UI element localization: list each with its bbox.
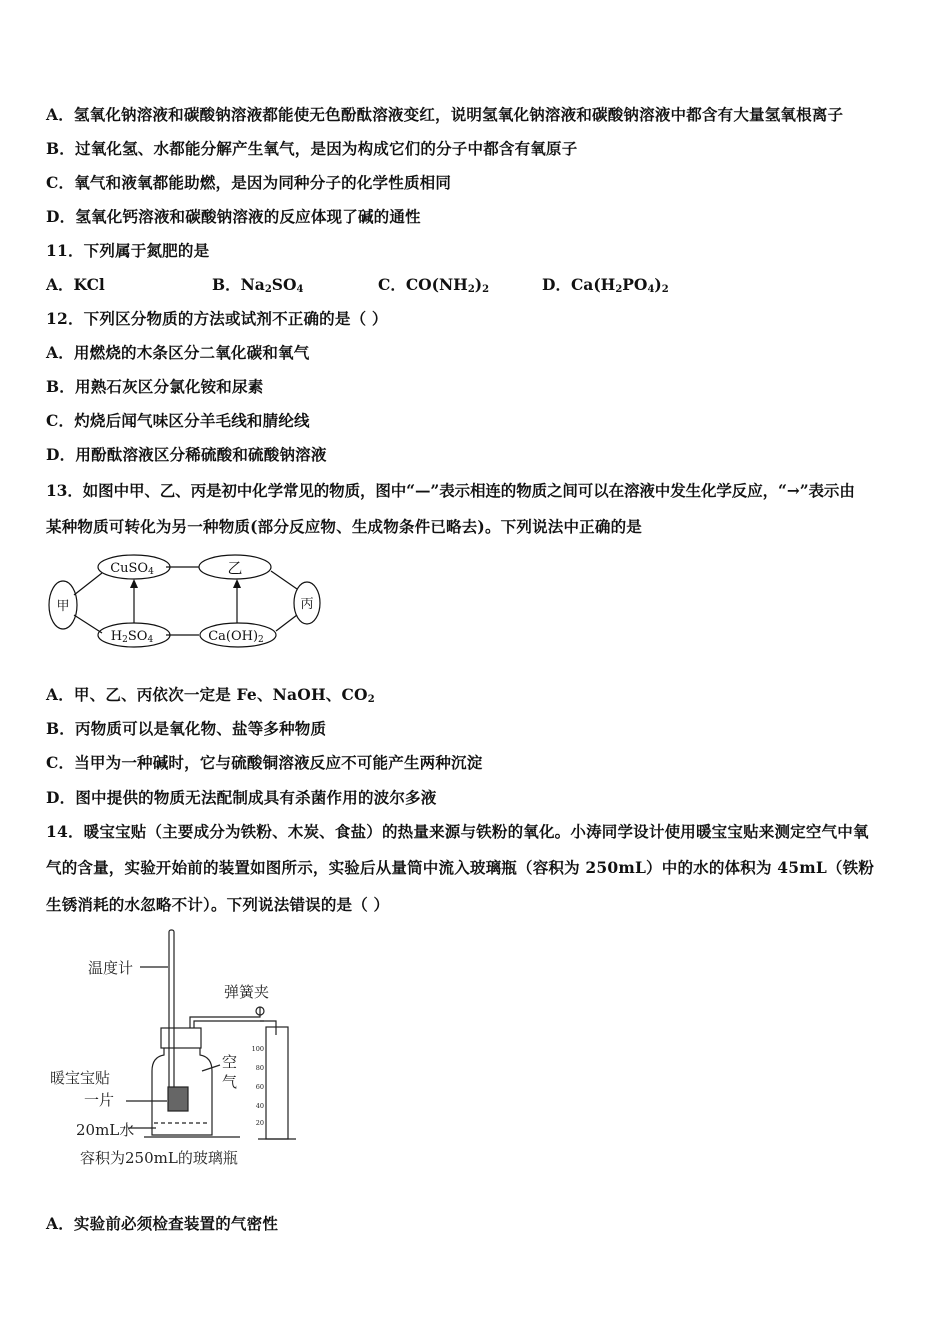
line-jia-cuso4 [74, 573, 102, 595]
scale-80: 80 [255, 1064, 264, 1072]
label-thermometer: 温度计 [88, 959, 134, 977]
line-jia-h2so4 [74, 615, 102, 633]
q13-option-b: B．丙物质可以是氧化物、盐等多种物质 [46, 719, 327, 738]
label-air-2: 气 [222, 1073, 238, 1091]
tube-down [260, 1021, 276, 1035]
label-water: 20mL水 [76, 1121, 135, 1139]
q12-option-c: C．灼烧后闻气味区分羊毛线和腈纶线 [46, 411, 310, 430]
q13-option-c: C．当甲为一种碱时，它与硫酸铜溶液反应不可能产生两种沉淀 [46, 753, 483, 772]
label-h2so4: H2SO4 [110, 629, 154, 645]
q12-option-b: B．用熟石灰区分氯化铵和尿素 [46, 377, 264, 396]
q13-option-d: D．图中提供的物质无法配制成具有杀菌作用的波尔多液 [46, 788, 437, 807]
measuring-cylinder [266, 1027, 288, 1139]
label-clamp: 弹簧夹 [224, 983, 270, 1001]
scale-20: 20 [255, 1119, 264, 1127]
label-air-1: 空 [222, 1053, 238, 1071]
q12-stem: 12．下列区分物质的方法或试剂不正确的是（ ） [46, 309, 388, 328]
q10-option-d: D．氢氧化钙溶液和碳酸钠溶液的反应体现了碱的通性 [46, 207, 421, 226]
label-yi: 乙 [227, 559, 243, 577]
scale-60: 60 [255, 1083, 264, 1091]
label-jia: 甲 [56, 599, 70, 614]
q11-option-a: A．KCl [46, 275, 105, 294]
label-bottle: 容积为250mL的玻璃瓶 [80, 1149, 238, 1167]
q14-stem-line3: 生锈消耗的水忽略不计）。下列说法错误的是（ ） [46, 895, 390, 914]
arrowhead-yi [233, 579, 241, 588]
q10-option-b: B．过氧化氢、水都能分解产生氧气，是因为构成它们的分子中都含有氧原子 [46, 139, 578, 158]
q11-options [46, 273, 746, 293]
q13-stem-line1: 13．如图中甲、乙、丙是初中化学常见的物质，图中“—”表示相连的物质之间可以在溶液中发生化学反应，“→”表示由 [46, 481, 855, 500]
q13-stem-line2: 某种物质可转化为另一种物质(部分反应物、生成物条件已略去)。下列说法中正确的是 [46, 517, 642, 536]
q12-option-a: A．用燃烧的木条区分二氧化碳和氧气 [46, 343, 310, 362]
q14-apparatus-diagram [44, 925, 314, 1170]
q10-option-a: A．氢氧化钠溶液和碳酸钠溶液都能使无色酚酞溶液变红，说明氢氧化钠溶液和碳酸钠溶液中都含有大量氢氧根离子 [46, 105, 844, 124]
q11-option-d: D．$Ca(H_2PO_4)_2$ [542, 275, 669, 295]
line-yi-bing [271, 571, 297, 589]
glass-tube-inner [194, 1021, 264, 1028]
line-caoh2-bing [276, 615, 297, 631]
warmer-pack [168, 1087, 188, 1111]
q14-stem-line2: 气的含量，实验开始前的装置如图所示，实验后从量筒中流入玻璃瓶（容积为 250mL）中的水的体积为 45mL（铁粉 [46, 858, 875, 877]
label-caoh2: Ca(OH)2 [208, 629, 264, 645]
thermometer [169, 930, 174, 1098]
q10-option-c: C．氧气和液氧都能助燃，是因为同种分子的化学性质相同 [46, 173, 452, 192]
q14-stem-line1: 14．暖宝宝贴（主要成分为铁粉、木炭、食盐）的热量来源与铁粉的氧化。小涛同学设计使用暖宝宝贴来测定空气中氧 [46, 822, 869, 841]
q14-option-a: A．实验前必须检查装置的气密性 [46, 1214, 279, 1233]
q11-stem: 11．下列属于氮肥的是 [46, 241, 210, 260]
q13-reaction-diagram [44, 545, 334, 655]
q13-option-a: A．甲、乙、丙依次一定是 Fe、NaOH、$CO_2$ [46, 685, 375, 705]
stopper [161, 1028, 201, 1048]
label-cuso4: CuSO4 [110, 561, 154, 577]
glass-tube [190, 1007, 260, 1028]
q12-option-d: D．用酚酞溶液区分稀硫酸和硫酸钠溶液 [46, 445, 327, 464]
scale-100: 100 [251, 1045, 264, 1053]
scale-40: 40 [255, 1102, 264, 1110]
label-warmer-2: 一片 [84, 1091, 115, 1109]
label-warmer-1: 暖宝宝贴 [50, 1069, 111, 1087]
q11-option-b: B．$Na_2SO_4$ [212, 275, 304, 295]
arrowhead-cuso4 [130, 579, 138, 588]
q11-option-c: C．$CO(NH_2)_2$ [378, 275, 490, 295]
label-bing: 丙 [300, 597, 314, 612]
